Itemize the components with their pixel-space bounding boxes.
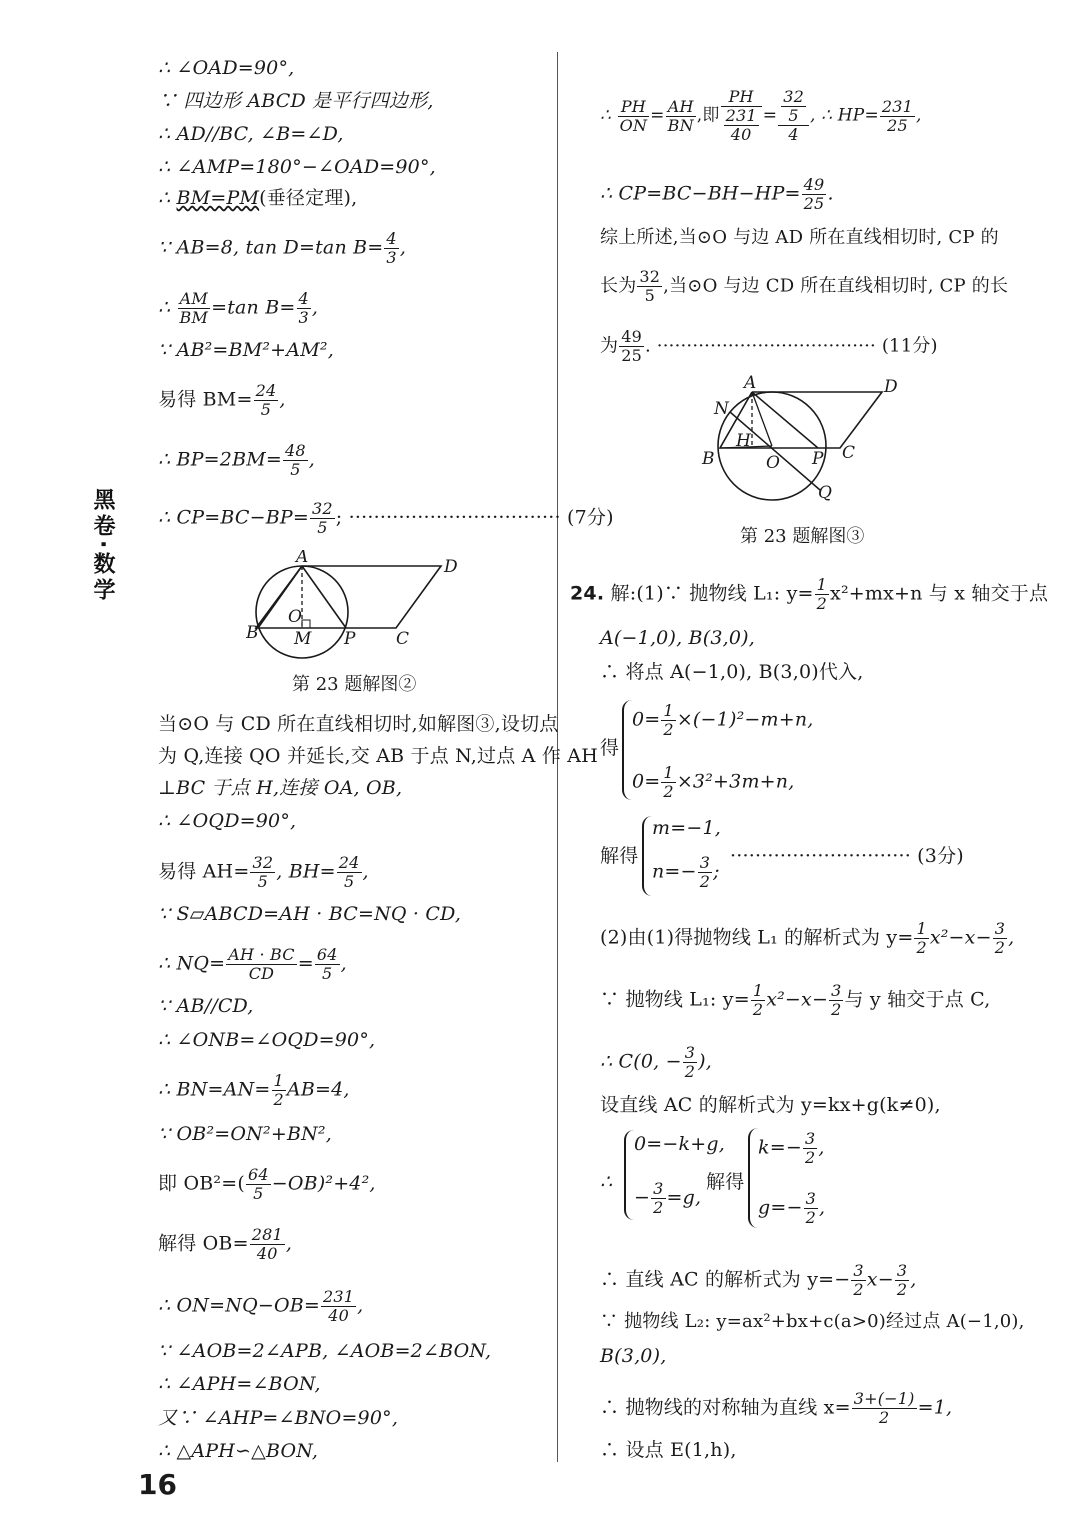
- text-segment: ,: [362, 860, 369, 883]
- score-marker: ····························· (3分): [730, 845, 964, 867]
- text-segment: 得: [600, 737, 620, 759]
- score-marker: . ····································· (11分): [644, 335, 938, 357]
- fraction: [250, 854, 275, 891]
- text-line: ∴ ∠AMP=180°−∠OAD=90°,: [158, 156, 436, 178]
- fraction: [993, 920, 1007, 957]
- fraction: [778, 88, 809, 144]
- numerator: 3: [994, 919, 1006, 938]
- denominator: 2: [816, 594, 828, 613]
- denominator: 40: [730, 125, 752, 144]
- text-segment: ,: [357, 1294, 364, 1317]
- text-segment: ∴ CP=BC−BP=: [158, 506, 310, 529]
- fraction: [637, 268, 662, 305]
- fraction: [310, 500, 335, 537]
- text-segment: (垂径定理),: [259, 187, 358, 209]
- text-segment: ∴ NQ=: [158, 952, 226, 975]
- numerator: 3: [804, 1129, 816, 1148]
- fraction: [803, 1130, 817, 1167]
- fraction: [880, 98, 915, 135]
- segment-ap: [302, 566, 346, 628]
- text-segment: ,: [399, 236, 407, 259]
- text-segment: ,: [285, 1232, 293, 1255]
- text-segment: =: [650, 105, 665, 126]
- fraction: [804, 1190, 818, 1227]
- text-line: 当⊙O 与 CD 所在直线相切时,如解图③,设切点: [158, 713, 559, 735]
- text-segment: ,: [340, 952, 347, 975]
- formula-line: [158, 500, 614, 537]
- text-segment: ,: [308, 448, 316, 471]
- denominator: 2: [273, 1090, 284, 1109]
- text-segment: ,: [910, 1268, 917, 1291]
- text-line: ∵ OB²=ON²+BN²,: [158, 1123, 332, 1145]
- denominator: 25: [803, 194, 825, 213]
- text-segment: −OB)²+4²,: [271, 1172, 376, 1195]
- score-marker: ; ·································· (7分): [335, 506, 614, 529]
- system-brace: [642, 816, 652, 896]
- label-h: H: [736, 431, 751, 451]
- formula-line: [758, 1130, 825, 1167]
- text-segment: =g,: [666, 1186, 702, 1209]
- fraction: [246, 1166, 271, 1203]
- numerator: 32: [783, 87, 804, 106]
- text-line: m=−1,: [652, 817, 721, 839]
- text-segment: ∴ C(0, −: [600, 1050, 682, 1073]
- formula-line: [600, 88, 922, 144]
- fraction: [815, 576, 829, 613]
- formula-line: [652, 854, 720, 891]
- denominator: 2: [804, 1148, 816, 1167]
- fraction: [914, 920, 928, 957]
- formula-line: [632, 764, 794, 801]
- text-line: ∴ ∠OAD=90°,: [158, 57, 295, 79]
- fraction: [315, 946, 340, 983]
- label-b: B: [702, 449, 715, 469]
- text-segment: x²+mx+n 与 x 轴交于点: [830, 582, 1049, 605]
- text-segment: 易得 BM=: [158, 388, 253, 411]
- formula-line: [158, 1226, 292, 1263]
- formula-line: [600, 1390, 952, 1427]
- numerator: 231: [881, 96, 914, 116]
- denominator: 5: [253, 1184, 264, 1203]
- text-segment: ×3²+3m+n,: [676, 770, 795, 793]
- formula-line: [600, 920, 1014, 957]
- label-q: Q: [818, 483, 832, 503]
- text-segment: =: [762, 105, 778, 126]
- label-a: A: [744, 373, 757, 393]
- text-segment: ∴ BN=AN=: [158, 1078, 271, 1101]
- denominator: 2: [653, 1198, 664, 1217]
- numerator: 4: [298, 289, 309, 308]
- denominator: 5: [788, 106, 799, 125]
- denominator: [721, 107, 762, 144]
- text-line: [158, 186, 357, 210]
- denominator: 5: [290, 460, 301, 479]
- denominator: 5: [317, 518, 328, 537]
- text-segment: x−: [866, 1268, 894, 1291]
- text-segment: x²−x−: [766, 988, 829, 1011]
- fraction: [254, 382, 279, 419]
- numerator: 48: [285, 441, 306, 460]
- formula-line: [758, 1190, 825, 1227]
- formula-line: [634, 1180, 701, 1217]
- text-segment: ∵ 抛物线 L₁: y=: [600, 988, 750, 1011]
- text-segment: ,: [311, 296, 319, 319]
- text-segment: 为: [600, 335, 619, 357]
- label-c: C: [396, 629, 410, 649]
- fraction: [321, 1288, 356, 1325]
- text-line: 综上所述,当⊙O 与边 AD 所在直线相切时, CP 的: [600, 227, 999, 248]
- numerator: 64: [247, 1165, 269, 1184]
- text-segment: 与 y 轴交于点 C,: [844, 988, 991, 1011]
- text-segment: ∴: [158, 187, 177, 209]
- numerator: [778, 88, 809, 126]
- text-segment: 解得: [706, 1171, 745, 1193]
- numerator: 4: [386, 229, 397, 248]
- problem-number: 24.: [570, 582, 605, 605]
- numerator: 49: [803, 175, 825, 194]
- label-b: B: [246, 623, 259, 643]
- underlined-segment: BM=PM: [176, 187, 260, 209]
- numerator: AM: [178, 290, 211, 309]
- numerator: AH · BC: [228, 945, 295, 964]
- formula-line: [158, 854, 369, 891]
- denominator: 2: [916, 938, 927, 957]
- fraction: [337, 854, 362, 891]
- denominator: 2: [831, 1000, 842, 1019]
- numerator: 231: [323, 1287, 355, 1306]
- fraction: [651, 1180, 665, 1217]
- numerator: AH: [666, 98, 696, 117]
- numerator: 1: [752, 981, 764, 1000]
- denominator: 2: [699, 872, 711, 891]
- text-line: ∵ 抛物线 L₂: y=ax²+bx+c(a>0)经过点 A(−1,0),: [600, 1311, 1025, 1332]
- text-segment: ∴ CP=BC−BH−HP=: [600, 182, 801, 205]
- text-segment: 易得 AH=: [158, 860, 250, 883]
- text-line: ∵ AB²=BM²+AM²,: [158, 339, 334, 361]
- denominator: 5: [260, 400, 272, 419]
- text-segment: g=−: [758, 1196, 803, 1219]
- page-number: 16: [138, 1468, 177, 1501]
- text-segment: n=−: [652, 860, 697, 883]
- numerator: 1: [663, 763, 674, 782]
- text-line: ∴ AD//BC, ∠B=∠D,: [158, 123, 344, 145]
- text-segment: ∴: [600, 105, 617, 126]
- formula-line: [158, 1072, 350, 1109]
- formula-line: [600, 1262, 916, 1299]
- numerator: 24: [338, 853, 360, 872]
- label-c: C: [842, 443, 856, 463]
- numerator: 231: [725, 106, 757, 125]
- text-segment: , BH=: [276, 860, 336, 883]
- denominator: 5: [322, 964, 333, 983]
- fraction: [666, 98, 696, 135]
- segment-nq: [730, 412, 820, 490]
- fraction: [661, 702, 675, 739]
- text-line: 设直线 AC 的解析式为 y=kx+g(k≠0),: [600, 1094, 941, 1116]
- text-line: ∴ ∠APH=∠BON,: [158, 1373, 321, 1395]
- numerator: 24: [255, 381, 277, 400]
- denominator: 2: [853, 1280, 864, 1299]
- numerator: 3: [805, 1189, 816, 1208]
- text-segment: ∴ 直线 AC 的解析式为 y=−: [600, 1268, 851, 1291]
- numerator: 3+(−1): [853, 1389, 915, 1408]
- label-d: D: [444, 557, 458, 577]
- text-line: ∵ S▱ABCD=AH · BC=NQ · CD,: [158, 903, 462, 925]
- figure-23-2: [246, 550, 566, 660]
- denominator: 25: [887, 115, 908, 135]
- text-segment: =1,: [917, 1396, 953, 1419]
- fraction: [272, 1072, 286, 1109]
- text-segment: ∴: [600, 1171, 613, 1193]
- figure-caption: 第 23 题解图②: [292, 674, 417, 695]
- text-segment: 长为: [600, 275, 637, 297]
- numerator: 49: [621, 327, 642, 346]
- denominator: ON: [619, 115, 648, 135]
- text-segment: =: [297, 952, 314, 975]
- fraction: [618, 98, 650, 135]
- text-segment: (2)由(1)得抛物线 L₁ 的解析式为 y=: [600, 926, 914, 949]
- formula-line: [600, 328, 938, 365]
- numerator: 3: [684, 1043, 696, 1062]
- fraction: [852, 1390, 917, 1427]
- text-segment: ,: [1008, 926, 1015, 949]
- right-angle-mark: [302, 620, 310, 628]
- formula-line: [600, 1044, 712, 1081]
- fraction: [721, 88, 762, 144]
- text-segment: ,: [819, 1196, 826, 1219]
- text-segment: ∴ BP=2BM=: [158, 448, 283, 471]
- text-segment: AB=4,: [286, 1078, 350, 1101]
- text-segment: ,: [818, 1136, 825, 1159]
- figure-23-3: [700, 372, 910, 512]
- formula-line: [158, 230, 406, 267]
- fraction: [178, 290, 211, 327]
- text-segment: 0=: [632, 770, 661, 793]
- numerator: 1: [273, 1071, 284, 1090]
- text-line: ∵ ∠AOB=2∠APB, ∠AOB=2∠BON,: [158, 1340, 492, 1362]
- formula-line: [632, 702, 814, 739]
- fraction: [895, 1262, 909, 1299]
- denominator: 2: [752, 1000, 764, 1019]
- text-segment: ×(−1)²−m+n,: [676, 708, 814, 731]
- formula-line: [158, 442, 315, 479]
- text-line: 又∵ ∠AHP=∠BNO=90°,: [158, 1407, 399, 1429]
- text-segment: , ∴ HP=: [809, 105, 879, 126]
- text-segment: 解得 OB=: [158, 1232, 249, 1255]
- formula-line: [158, 382, 286, 419]
- denominator: CD: [248, 964, 275, 983]
- numerator: PH: [618, 98, 650, 117]
- formula-line: [158, 1288, 363, 1325]
- numerator: 3: [699, 853, 711, 872]
- numerator: 32: [252, 853, 274, 872]
- formula-line: [600, 176, 834, 213]
- text-segment: ,即: [696, 105, 720, 126]
- numerator: 3: [831, 981, 842, 1000]
- denominator: 40: [328, 1306, 349, 1325]
- text-segment: x²−x−: [929, 926, 992, 949]
- text-segment: ,: [279, 388, 286, 411]
- numerator: 3: [653, 1179, 664, 1198]
- fraction: [619, 328, 644, 365]
- text-segment: ;: [713, 860, 720, 883]
- text-line: ∴ ∠OQD=90°,: [158, 810, 297, 832]
- denominator: 5: [343, 872, 355, 891]
- denominator: 25: [621, 346, 642, 365]
- text-segment: ∴ ON=NQ−OB=: [158, 1294, 321, 1317]
- numerator: 1: [916, 919, 927, 938]
- system-brace: [622, 700, 632, 800]
- fraction: [751, 982, 765, 1019]
- parallelogram-abcd: [256, 566, 441, 628]
- formula-line: [600, 982, 990, 1019]
- text-segment: 0=: [632, 708, 661, 731]
- numerator: 3: [853, 1261, 864, 1280]
- label-p: P: [344, 629, 356, 649]
- numerator: PH: [721, 88, 762, 107]
- text-segment: ∵ AB=8, tan D=tan B=: [158, 236, 384, 259]
- text-segment: .: [827, 182, 834, 205]
- formula-line: [570, 576, 1048, 613]
- denominator: 40: [256, 1244, 278, 1263]
- fraction: [250, 1226, 285, 1263]
- text-line: ∵ AB//CD,: [158, 995, 254, 1017]
- fraction: [661, 764, 675, 801]
- numerator: 3: [896, 1261, 908, 1280]
- text-line: ∵ 四边形 ABCD 是平行四边形,: [158, 90, 434, 112]
- figure-caption: 第 23 题解图③: [740, 526, 865, 547]
- numerator: 32: [639, 267, 661, 286]
- text-segment: −: [634, 1186, 651, 1209]
- fraction: [384, 230, 398, 267]
- text-line: B(3,0),: [600, 1345, 667, 1367]
- label-o: O: [288, 607, 302, 627]
- denominator: BM: [179, 308, 209, 327]
- text-segment: ,: [916, 105, 922, 126]
- denominator: 5: [257, 872, 269, 891]
- denominator: 2: [878, 1408, 890, 1427]
- label-n: N: [714, 399, 729, 419]
- fraction: [851, 1262, 865, 1299]
- text-line: 为 Q,连接 QO 并延长,交 AB 于点 N,过点 A 作 AH: [158, 745, 598, 767]
- fraction: [724, 107, 759, 144]
- text-line: ∴ △APH∽△BON,: [158, 1440, 319, 1462]
- text-segment: ∴ 抛物线的对称轴为直线 x=: [600, 1396, 851, 1419]
- text-line: ∴ ∠ONB=∠OQD=90°,: [158, 1029, 376, 1051]
- fraction: [781, 88, 806, 125]
- text-segment: =tan B=: [211, 296, 296, 319]
- denominator: 4: [788, 125, 799, 144]
- text-line: ∴ 将点 A(−1,0), B(3,0)代入,: [600, 661, 864, 683]
- numerator: 1: [816, 575, 828, 594]
- text-segment: ∴: [158, 296, 177, 319]
- text-segment: k=−: [758, 1136, 802, 1159]
- denominator: 5: [644, 286, 655, 305]
- fraction: [698, 854, 712, 891]
- fraction: [829, 982, 843, 1019]
- label-o: O: [766, 453, 780, 473]
- label-a: A: [296, 550, 309, 567]
- denominator: 2: [663, 720, 674, 739]
- label-p: P: [812, 449, 824, 469]
- formula-line: [158, 1166, 376, 1203]
- denominator: 2: [663, 782, 674, 801]
- fraction: [283, 442, 308, 479]
- denominator: 2: [684, 1062, 696, 1081]
- denominator: 2: [805, 1208, 816, 1227]
- formula-line: [158, 946, 347, 983]
- system-brace: [624, 1130, 634, 1220]
- denominator: BN: [667, 115, 694, 135]
- numerator: 1: [663, 701, 674, 720]
- text-line: ⊥BC 于点 H,连接 OA, OB,: [158, 777, 403, 799]
- text-segment: 即 OB²=(: [158, 1172, 245, 1195]
- fraction: [297, 290, 311, 327]
- denominator: 3: [386, 248, 397, 267]
- formula-line: [158, 290, 318, 327]
- fraction: [802, 176, 827, 213]
- numerator: 281: [251, 1225, 283, 1244]
- text-line: 0=−k+g,: [634, 1133, 725, 1155]
- text-segment: 解:(1)∵ 抛物线 L₁: y=: [610, 582, 814, 605]
- text-segment: 解得: [600, 845, 639, 867]
- label-d: D: [884, 377, 898, 397]
- numerator: 64: [316, 945, 338, 964]
- text-segment: ),: [698, 1050, 713, 1073]
- text-line: ∴ 设点 E(1,h),: [600, 1439, 737, 1461]
- text-segment: ,当⊙O 与边 CD 所在直线相切时, CP 的长: [663, 275, 1009, 297]
- denominator: 3: [298, 308, 309, 327]
- system-brace: [748, 1128, 758, 1228]
- side-label: 黑卷·数学: [90, 488, 115, 605]
- denominator: 2: [994, 938, 1006, 957]
- fraction: [683, 1044, 697, 1081]
- numerator: 32: [312, 499, 333, 518]
- formula-line: [600, 268, 1008, 305]
- fraction: [226, 946, 296, 983]
- denominator: 2: [896, 1280, 908, 1299]
- label-m: M: [294, 629, 312, 649]
- text-line: A(−1,0), B(3,0),: [600, 627, 756, 649]
